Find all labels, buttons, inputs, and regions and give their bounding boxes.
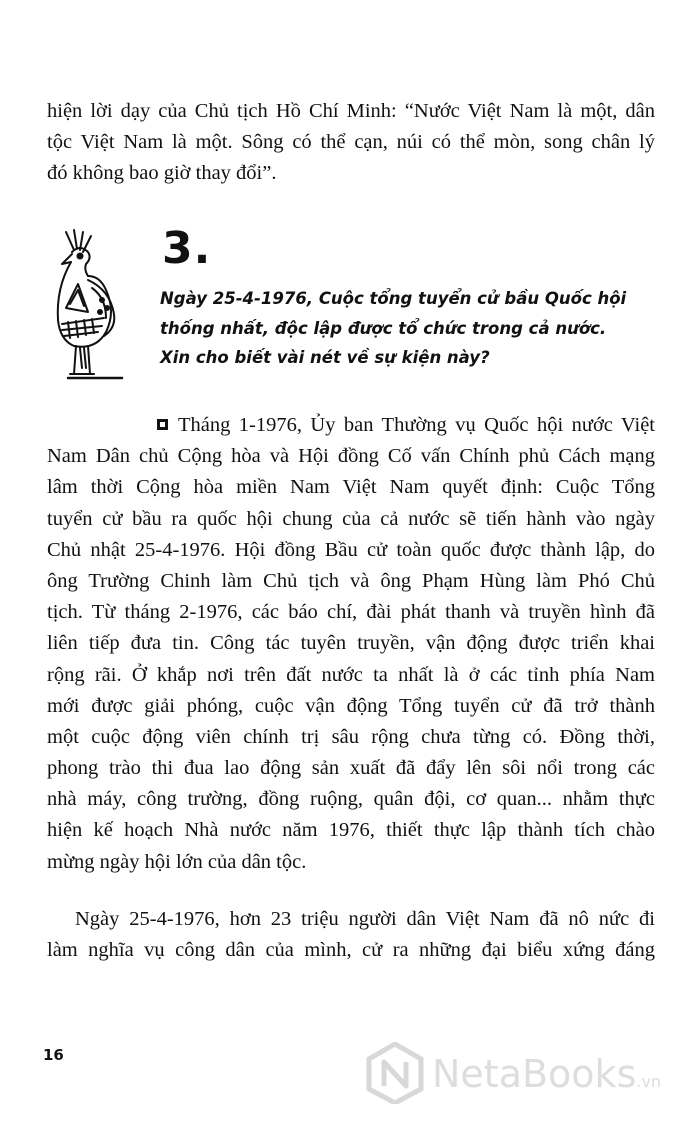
text-line: nhà máy, công trường, đồng ruộng, quân đội, cơ quan... nhằm thực bbox=[47, 788, 655, 811]
text-line: tộc Việt Nam là một. Sông có thể cạn, núi có thể mòn, song chân lý bbox=[47, 131, 655, 154]
text-line: hiện kế hoạch Nhà nước năm 1976, thiết thực lập thành tích chào bbox=[47, 819, 655, 842]
question-line: Xin cho biết vài nét về sự kiện này? bbox=[160, 348, 490, 367]
text-line: một cuộc động viên chính trị sâu rộng chưa từng có. Đồng thời, bbox=[47, 725, 655, 748]
text-line: mừng ngày hội lớn của dân tộc. bbox=[47, 850, 307, 873]
text-line: tuyển cử bầu ra quốc hội chung của cả nước sẽ tiến hành vào ngày bbox=[47, 507, 655, 530]
text-line: rộng rãi. Ở khắp nơi trên đất nước ta nhất là ở các tỉnh phía Nam bbox=[47, 663, 655, 686]
text-line: liên tiếp đưa tin. Công tác tuyên truyền, vận động được triển khai bbox=[47, 632, 655, 655]
watermark-text: NetaBooks.vn bbox=[432, 1052, 662, 1096]
text-line: lâm thời Cộng hòa miền Nam Việt Nam quyết định: Cuộc Tổng bbox=[47, 476, 655, 499]
question-line: Ngày 25-4-1976, Cuộc tổng tuyển cử bầu Quốc hội bbox=[160, 289, 627, 308]
watermark bbox=[366, 1040, 686, 1108]
text-line: làm nghĩa vụ công dân của mình, cử ra những đại biểu xứng đáng bbox=[47, 939, 655, 962]
square-bullet-icon bbox=[157, 419, 168, 430]
intro-paragraph bbox=[47, 96, 655, 190]
text-line: đó không bao giờ thay đổi”. bbox=[47, 162, 277, 185]
question-line: thống nhất, độc lập được tổ chức trong cả nước. bbox=[160, 318, 607, 338]
netabooks-logo-icon bbox=[366, 1042, 424, 1104]
bird-illustration-icon bbox=[44, 228, 126, 386]
text-line: Ngày 25-4-1976, hơn 23 triệu người dân Việt Nam đã nô nức đi bbox=[75, 908, 655, 930]
text-line: Chủ nhật 25-4-1976. Hội đồng Bầu cử toàn quốc được thành lập, do bbox=[47, 538, 655, 561]
question-text bbox=[160, 284, 660, 373]
text-line: hiện lời dạy của Chủ tịch Hồ Chí Minh: “Nước Việt Nam là một, dân bbox=[47, 100, 655, 122]
question-number: 3. bbox=[162, 223, 212, 274]
text-line: ông Trường Chinh làm Chủ tịch và ông Phạm Hùng làm Phó Chủ bbox=[47, 569, 655, 592]
text-line: mới được giải phóng, cuộc vận động Tổng tuyển cử đã trở thành bbox=[47, 694, 655, 717]
answer-paragraph bbox=[47, 410, 655, 878]
text-line: tịch. Từ tháng 2-1976, các báo chí, đài phát thanh và truyền hình đã bbox=[47, 601, 655, 624]
page-number: 16 bbox=[43, 1046, 64, 1064]
text-line: Tháng 1-1976, Ủy ban Thường vụ Quốc hội nước Việt bbox=[47, 410, 655, 441]
second-paragraph bbox=[47, 904, 655, 966]
text-line: phong trào thi đua lao động sản xuất đã đẩy lên sôi nổi trong các bbox=[47, 757, 655, 780]
text-line: Nam Dân chủ Cộng hòa và Hội đồng Cố vấn Chính phủ Cách mạng bbox=[47, 445, 655, 468]
